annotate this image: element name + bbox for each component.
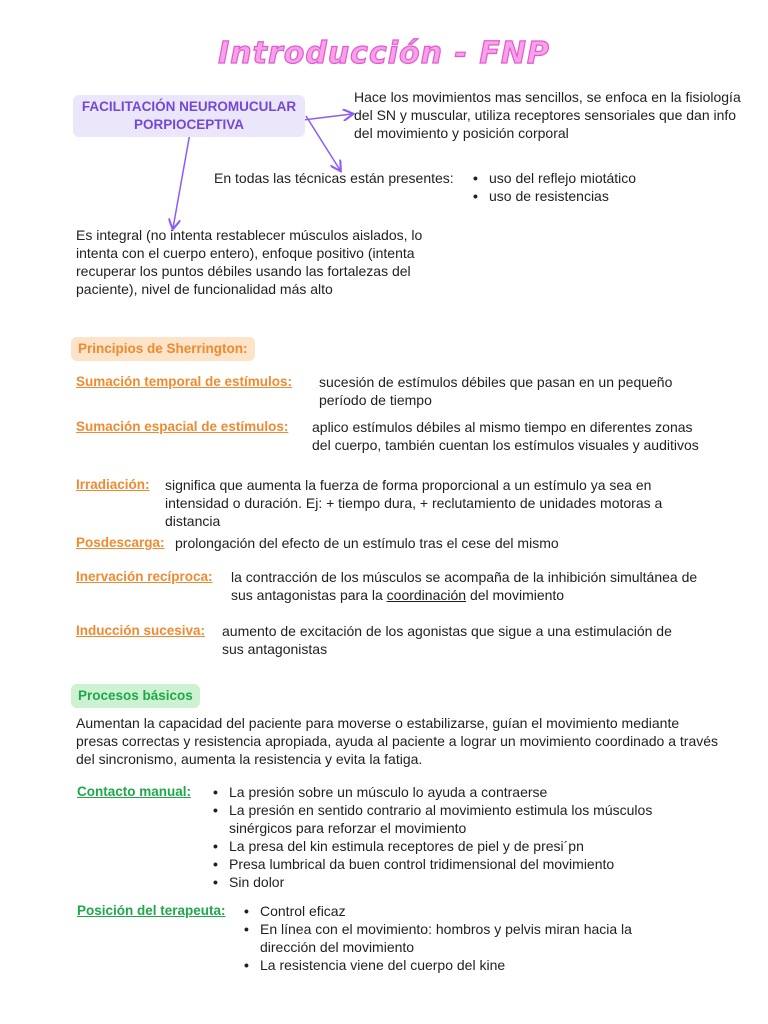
sumacion-temporal-text: sucesión de estímulos débiles que pasan en un pequeño período de tiempo: [319, 374, 673, 408]
list-item: • Sin dolor: [213, 873, 653, 891]
irradiacion-label: Irradiación:: [76, 477, 150, 492]
procesos-heading: Procesos básicos: [71, 684, 200, 708]
list-item: • Control eficaz: [244, 902, 664, 920]
arrow-to-techniques: [306, 116, 340, 170]
inervacion-text-before: la contracción de los músculos se acompaña de la inhibición simultánea de sus antagonistas para la: [231, 569, 698, 603]
induccion-sucesiva-label: Inducción sucesiva:: [76, 623, 206, 638]
list-item: • uso del reflejo miotático: [473, 169, 733, 187]
list-item: • En línea con el movimiento: hombros y pelvis miran hacia la dirección del movimiento: [244, 920, 664, 956]
page-title: Introducción - FNP: [218, 36, 550, 71]
sumacion-espacial-text: aplico estímulos débiles al mismo tiempo en diferentes zonas del cuerpo, también cuentan los estímulos visuales y auditivos: [312, 419, 699, 453]
posicion-terapeuta-label: Posición del terapeuta:: [77, 903, 226, 918]
list-item: • Presa lumbrical da buen control tridimensional del movimiento: [213, 855, 653, 873]
induccion-sucesiva-text: aumento de excitación de los agonistas que sigue a una estimulación de sus antagonistas: [222, 623, 672, 657]
arrow-to-definition: [303, 114, 352, 120]
list-item: • La presión sobre un músculo lo ayuda a contraerse: [213, 783, 653, 801]
fnp-label: [73, 95, 305, 137]
contacto-manual-label: Contacto manual:: [77, 784, 192, 799]
list-item: • uso de resistencias: [473, 187, 733, 205]
sumacion-espacial-label: Sumación espacial de estímulos:: [76, 419, 289, 434]
fnp-label-line2: PORPIOCEPTIVA: [133, 117, 245, 132]
inervacion-reciproca-text: [231, 568, 716, 604]
inervacion-text-underlined: coordinación: [386, 587, 467, 603]
techniques-label: En todas las técnicas están presentes:: [214, 170, 454, 186]
posdescarga-label: Posdescarga:: [76, 535, 165, 550]
list-item: • La presión en sentido contrario al movimiento estimula los músculos sinérgicos para reforzar el movimiento: [213, 801, 653, 837]
techniques-list: [473, 169, 733, 205]
fnp-label-line1: FACILITACIÓN NEUROMUCULAR: [81, 99, 297, 114]
arrow-to-integral: [173, 133, 190, 228]
fnp-definition: Hace los movimientos mas sencillos, se enfoca en la fisiología del SN y muscular, utiliza receptores sensoriales que dan info del movimiento y posición corporal: [354, 89, 741, 141]
list-item: • La resistencia viene del cuerpo del kine: [244, 956, 664, 974]
inervacion-reciproca-label: Inervación recíproca:: [76, 569, 213, 584]
sumacion-temporal-label: Sumación temporal de estímulos:: [76, 374, 293, 389]
procesos-intro: Aumentan la capacidad del paciente para moverse o estabilizarse, guían el movimiento mediante presas correctas y resistencia apropiada, ayuda al paciente a lograr un movimiento coordinado a través del sincronismo, aumenta la resistencia y evita la fatiga.: [76, 715, 719, 767]
integral-paragraph: Es integral (no intenta restablecer músculos aislados, lo intenta con el cuerpo entero), enfoque positivo (intenta recuperar los puntos débiles usando las fortalezas del paciente), nivel de funcionalidad más alto: [76, 227, 423, 297]
list-item: • La presa del kin estimula receptores de piel y de presi´pn: [213, 837, 653, 855]
sherrington-heading: Principios de Sherrington:: [71, 337, 255, 361]
contacto-manual-list: [213, 783, 653, 891]
posicion-terapeuta-list: [244, 902, 664, 974]
inervacion-text-after: del movimiento: [469, 587, 565, 603]
irradiacion-text: significa que aumenta la fuerza de forma proporcional a un estímulo ya sea en intensidad o duración. Ej: + tiempo dura, + reclutamiento de unidades motoras a distancia: [165, 477, 663, 529]
posdescarga-text: prolongación del efecto de un estímulo tras el cese del mismo: [175, 535, 559, 551]
